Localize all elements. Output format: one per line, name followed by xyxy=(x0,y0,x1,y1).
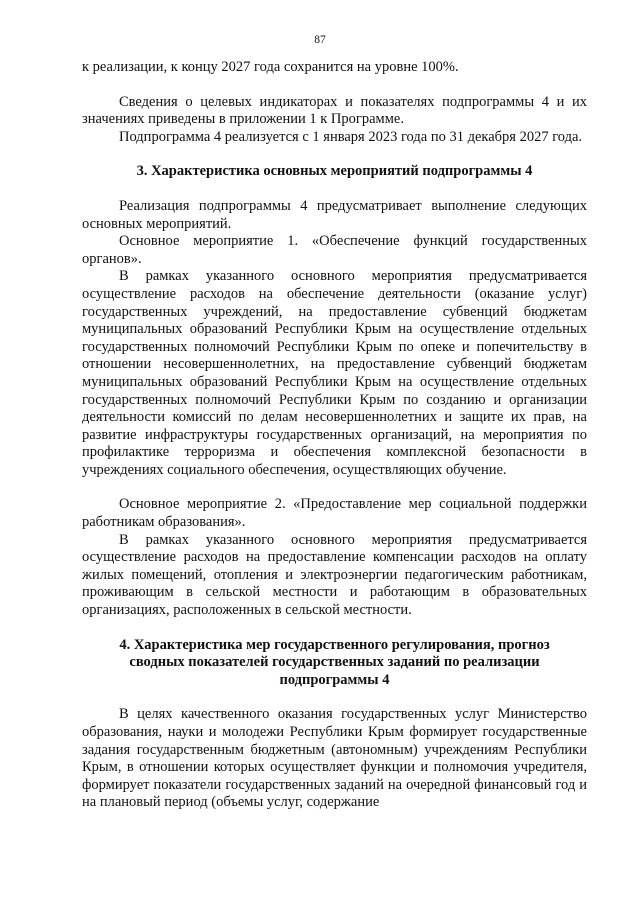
paragraph-period: Подпрограмма 4 реализуется с 1 января 2023 года по 31 декабря 2027 года. xyxy=(119,128,583,145)
section-heading-4-line-1: 4. Характеристика мер государственного регулирования, прогноз xyxy=(119,636,550,653)
paragraph-measure-1: Основное мероприятие 1. «Обеспечение функций государственных органов». xyxy=(82,233,587,267)
paragraph-continuation: к реализации, к концу 2027 года сохранится на уровне 100%. xyxy=(82,59,459,75)
paragraph-implementation: Реализация подпрограммы 4 предусматривает выполнение следующих основных мероприятий. xyxy=(82,197,587,232)
page-number: 87 xyxy=(314,34,326,46)
section-heading-4 xyxy=(82,637,587,690)
section-heading-4-line-3: подпрограммы 4 xyxy=(279,671,390,688)
paragraph-measure-1-details: В рамках указанного основного мероприятия предусматривается осуществление расходов на обеспечение деятельности (оказание услуг) государственных учреждений, на предоставление субвенций бюджетам муниципальных образований Республики Крым на осуществление отдельных государственных полномочий Республики Крым по опеке и попечительству в отношении несовершеннолетних, на предоставление субвенций бюджетам муниципальных образований Республики Крым на осуществление отдельных государственных полномочий Республики Крым по созданию и организации деятельности комиссий по делам несовершеннолетних и защите их прав, на развитие инфраструктуры государственных организаций, на мероприятия по профилактике терроризма и обеспечения комплексной безопасности в учреждениях социального обеспечения, осуществляющих обучение. xyxy=(82,268,587,478)
paragraph-measure-2-details: В рамках указанного основного мероприятия предусматривается осуществление расходов на предоставление компенсации расходов на оплату жилых помещений, отопления и электроэнергии педагогическим работникам, проживающим в сельской местности и работающим в образовательных организациях, расположенных в сельской местности. xyxy=(82,531,587,619)
paragraph-state-assignments: В целях качественного оказания государственных услуг Министерство образования, науки и молодежи Республики Крым формирует государственные задания государственным бюджетным (автономным) учреждениям Республики Крым, в отношении которых осуществляет функции и полномочия учредителя, формирует показатели государственных заданий на очередной финансовый год и на плановый период (объемы услуг, содержание xyxy=(82,706,587,811)
section-heading-4-line-2: сводных показателей государственных заданий по реализации xyxy=(129,654,540,671)
paragraph-indicators: Сведения о целевых индикаторах и показателях подпрограммы 4 и их значениях приведены в приложении 1 к Программе. xyxy=(82,93,587,128)
document-body xyxy=(82,59,587,812)
section-heading-3: 3. Характеристика основных мероприятий подпрограммы 4 xyxy=(136,163,533,180)
paragraph-measure-2: Основное мероприятие 2. «Предоставление мер социальной поддержки работникам образования». xyxy=(82,496,587,531)
